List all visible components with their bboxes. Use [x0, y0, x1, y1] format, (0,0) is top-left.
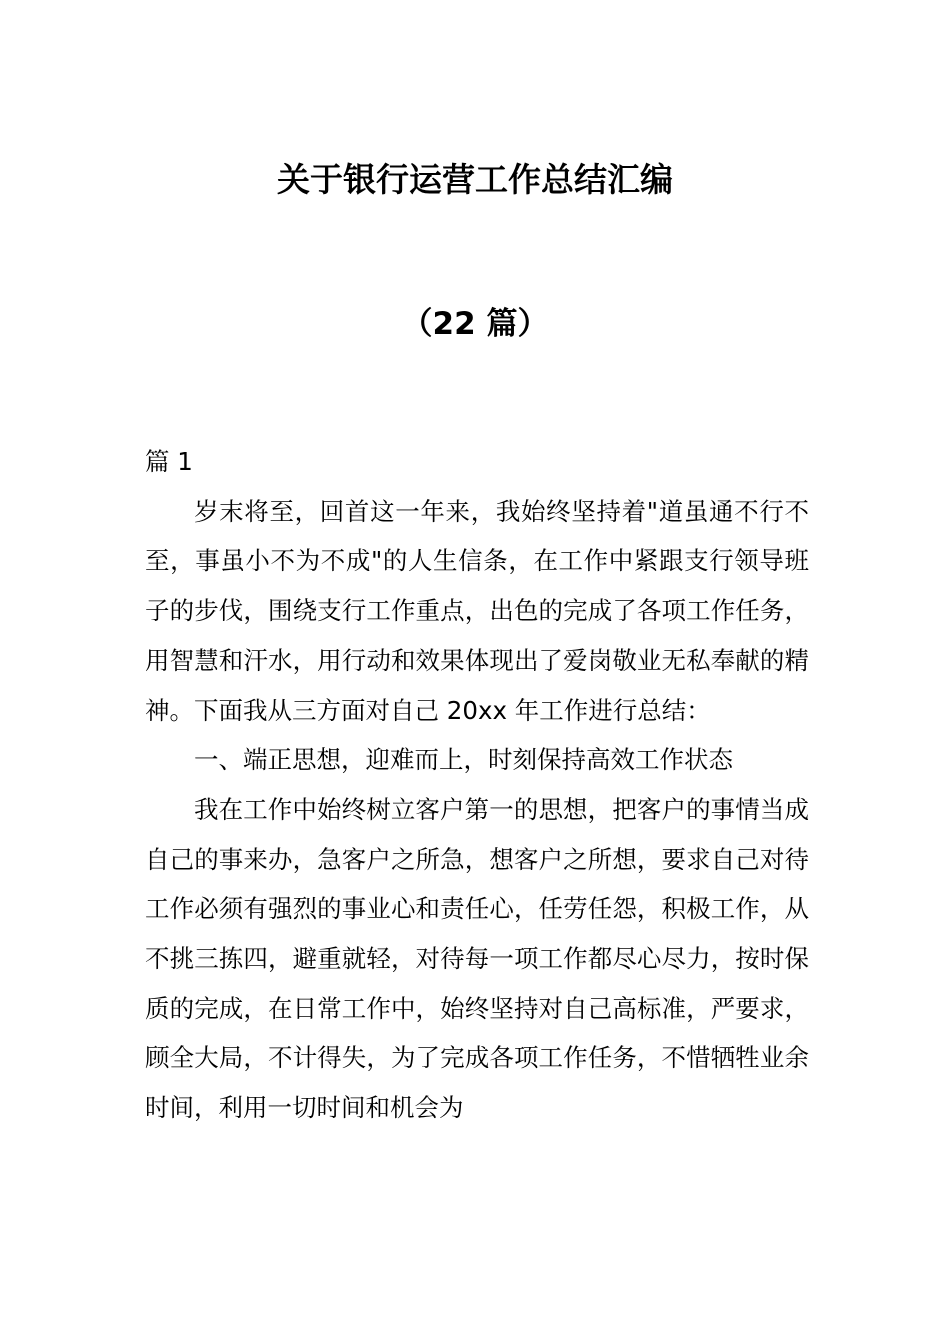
document-body: [145, 437, 809, 1133]
document-title: 关于银行运营工作总结汇编: [277, 160, 673, 199]
paragraph-body: 我在工作中始终树立客户第一的思想，把客户的事情当成自己的事来办，急客户之所急，想客户之所想，要求自己对待工作必须有强烈的事业心和责任心，任劳任怨，积极工作，从不挑三拣四，避重就轻，对待每一项工作都尽心尽力，按时保质的完成，在日常工作中，始终坚持对自己高标准，严要求，顾全大局，不计得失，为了完成各项工作任务，不惜牺牲业余时间，利用一切时间和机会为: [145, 794, 809, 1123]
section-label: 篇 1: [145, 447, 193, 476]
paragraph-intro: 岁末将至，回首这一年来，我始终坚持着"道虽通不行不至，事虽小不为不成"的人生信条，在工作中紧跟支行领导班子的步伐，围绕支行工作重点，出色的完成了各项工作任务，用智慧和汗水，用行动和效果体现出了爱岗敬业无私奉献的精神。下面我从三方面对自己 20xx 年工作进行总结：: [145, 496, 809, 725]
section-heading: 一、端正思想，迎难而上，时刻保持高效工作状态: [194, 745, 733, 775]
document-subtitle: （22 篇）: [401, 306, 549, 342]
